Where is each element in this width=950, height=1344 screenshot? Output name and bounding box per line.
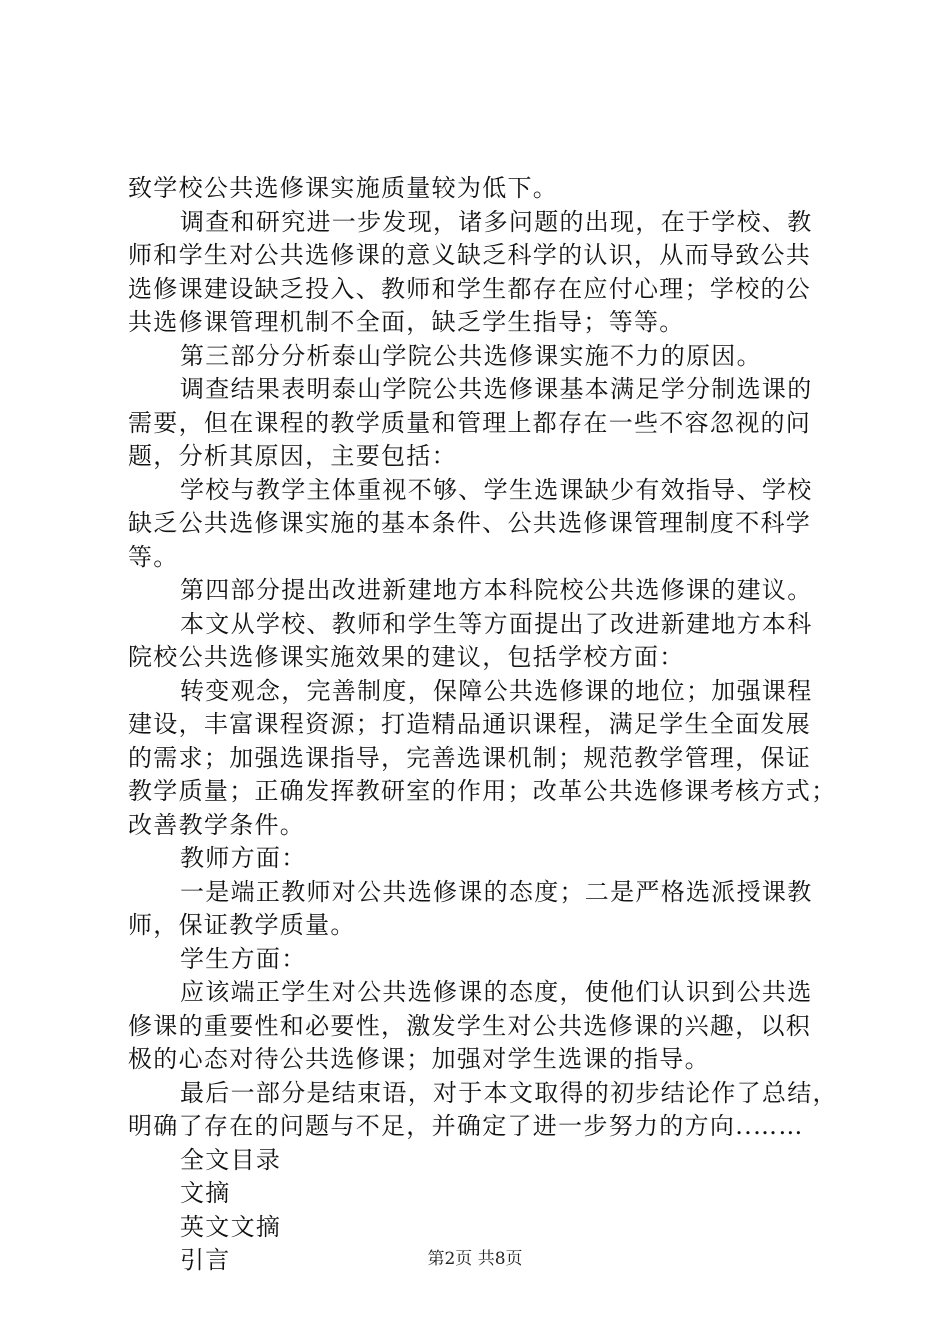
text-line: 题，分析其原因，主要包括： [128,442,457,470]
text-line: 本文从学校、教师和学生等方面提出了改进新建地方本科 [180,609,813,638]
text-line: 学校与教学主体重视不够、学生选课缺少有效指导、学校 [180,475,813,504]
text-line: 最后一部分是结束语，对于本文取得的初步结论作了总结， [180,1078,838,1107]
toc-item: 文摘 [180,1179,231,1207]
text-line: 师和学生对公共选修课的意义缺乏科学的认识，从而导致公共 [128,241,812,269]
text-line: 学生方面： [180,944,307,973]
text-line: 需要，但在课程的教学质量和管理上都存在一些不容忽视的问 [128,408,812,437]
text-line: 选修课建设缺乏投入、教师和学生都存在应付心理；学校的公 [128,274,812,303]
toc-item: 全文目录 [180,1145,282,1174]
document-body [128,172,838,1278]
text-line: 等。 [128,542,179,571]
text-line: 明确了存在的问题与不足，并确定了进一步努力的方向..…… [128,1112,804,1140]
toc-item: 引言 [180,1246,231,1274]
text-line: 院校公共选修课实施效果的建议，包括学校方面： [128,643,685,671]
text-line: 建设，丰富课程资源；打造精品通识课程，满足学生全面发展 [128,710,812,738]
text-line: 共选修课管理机制不全面，缺乏学生指导；等等。 [128,308,685,336]
text-line: 缺乏公共选修课实施的基本条件、公共选修课管理制度不科学 [128,509,812,537]
page-number-footer: 第2页 共8页 [427,1249,523,1269]
text-line: 调查和研究进一步发现，诸多问题的出现，在于学校、教 [180,207,813,236]
text-line: 一是端正教师对公共选修课的态度；二是严格选派授课教 [180,877,813,906]
text-line: 调查结果表明泰山学院公共选修课基本满足学分制选课的 [180,375,813,403]
text-line: 的需求；加强选课指导，完善选课机制；规范教学管理，保证 [128,743,812,772]
text-line: 改善教学条件。 [128,810,306,839]
text-line: 教师方面： [180,844,307,872]
text-line: 应该端正学生对公共选修课的态度，使他们认识到公共选 [180,978,813,1006]
text-line: 修课的重要性和必要性，激发学生对公共选修课的兴趣，以积 [128,1011,812,1040]
text-line: 转变观念，完善制度，保障公共选修课的地位；加强课程 [180,676,813,705]
text-line: 极的心态对待公共选修课；加强对学生选课的指导。 [128,1045,710,1073]
text-line: 致学校公共选修课实施质量较为低下。 [128,174,559,202]
text-line: 第四部分提出改进新建地方本科院校公共选修课的建议。 [180,576,813,604]
text-line: 第三部分分析泰山学院公共选修课实施不力的原因。 [180,341,762,370]
text-line: 教学质量；正确发挥教研室的作用；改革公共选修课考核方式； [128,777,837,805]
text-line: 师，保证教学质量。 [128,911,356,939]
toc-item: 英文文摘 [180,1212,282,1241]
